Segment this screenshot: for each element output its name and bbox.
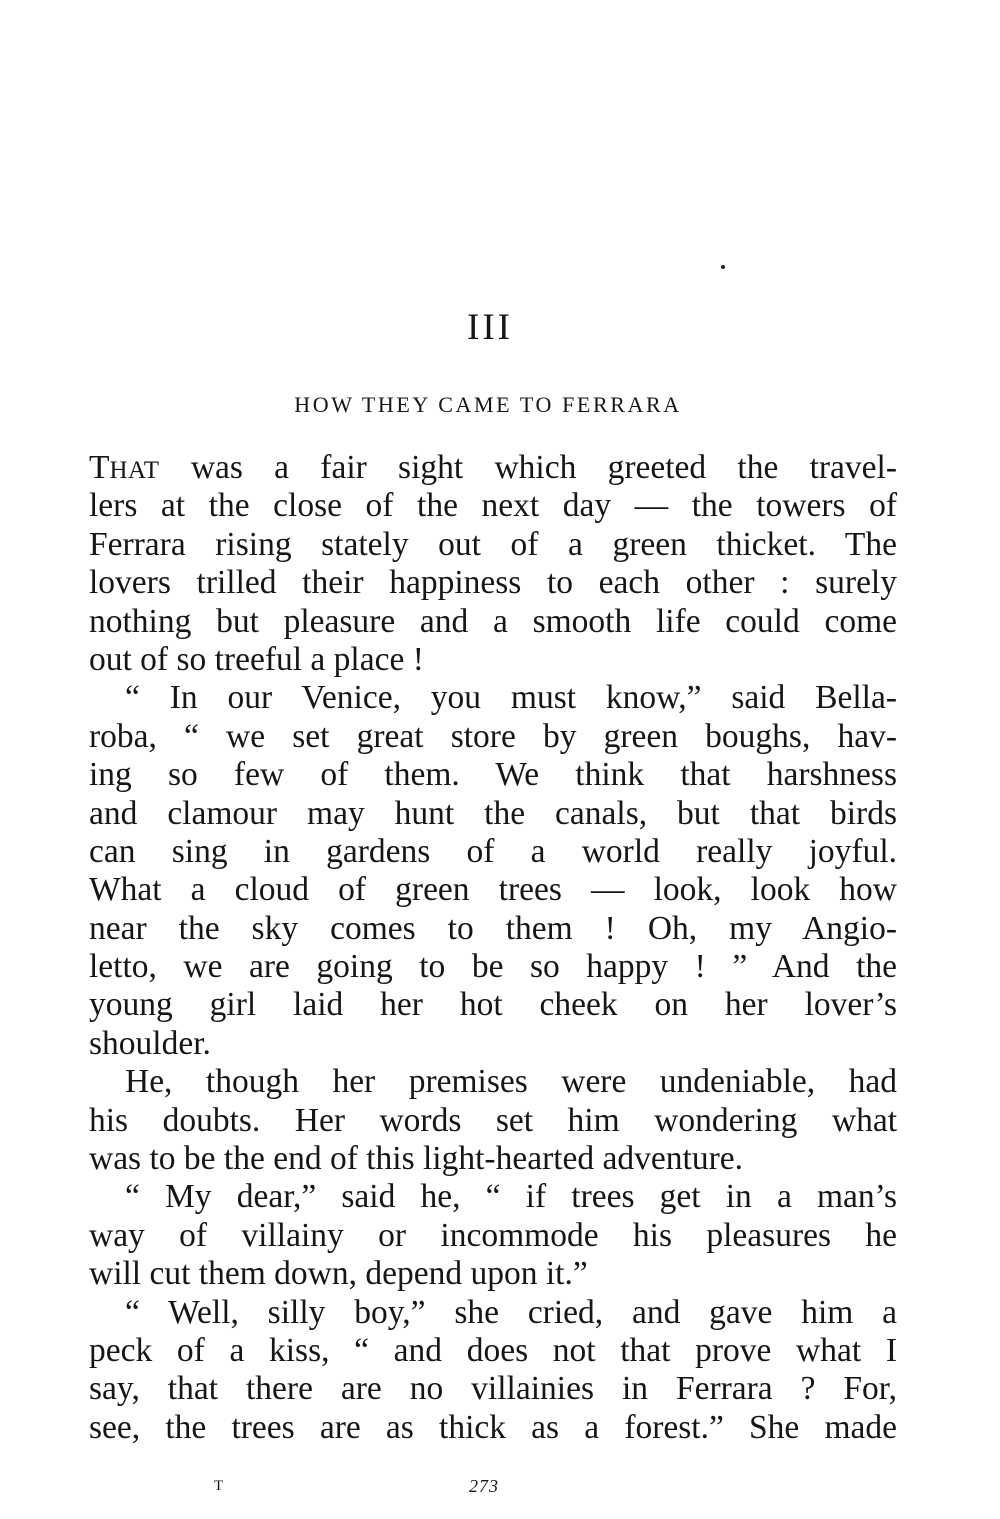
text-line: peck of a kiss, “ and does not that prove what I (89, 1331, 897, 1369)
text-line: see, the trees are as thick as a forest.” She made (89, 1408, 897, 1446)
text-line: way of villainy or incommode his pleasures he (89, 1216, 897, 1254)
text-line: and clamour may hunt the canals, but that birds (89, 794, 897, 832)
text-line: say, that there are no villainies in Ferrara ? For, (89, 1370, 897, 1408)
text-line: shoulder. (89, 1024, 211, 1062)
text-line: lers at the close of the next day — the towers of (89, 487, 897, 525)
text-line: letto, we are going to be so happy ! ” And the (89, 948, 897, 986)
page-number: 273 (469, 1476, 499, 1496)
text-line: “ Well, silly boy,” she cried, and gave him a (125, 1293, 897, 1331)
text-line: What a cloud of green trees — look, look how (89, 871, 897, 909)
signature-mark: T (214, 1478, 225, 1494)
text-line: was to be the end of this light-hearted adventure. (89, 1140, 743, 1178)
text-line: lovers trilled their happiness to each other : surely (89, 564, 897, 602)
text-line: “ My dear,” said he, “ if trees get in a man’s (125, 1178, 897, 1216)
text-line: can sing in gardens of a world really joyful. (89, 832, 897, 870)
opening-small-caps: HAT (109, 457, 160, 484)
text-line: near the sky comes to them ! Oh, my Angio- (89, 909, 897, 947)
text-line: out of so treeful a place ! (89, 640, 424, 678)
text-line-1 (89, 449, 897, 487)
text-line: Ferrara rising stately out of a green thicket. The (89, 525, 897, 563)
text-line: “ In our Venice, you must know,” said Bella- (125, 679, 897, 717)
text-line: young girl laid her hot cheek on her lover’s (89, 986, 897, 1024)
chapter-title: HOW THEY CAME TO FERRARA (294, 392, 682, 417)
stray-ink-dot (721, 265, 725, 269)
chapter-number: III (467, 307, 513, 348)
text-line: his doubts. Her words set him wondering what (89, 1101, 897, 1139)
text-line: He, though her premises were undeniable, had (125, 1063, 897, 1101)
text-line: nothing but pleasure and a smooth life could come (89, 602, 897, 640)
opening-first-letter: T (89, 449, 110, 486)
opening-line-rest: was a fair sight which greeted the travel- (159, 449, 897, 486)
text-line: roba, “ we set great store by green boughs, hav- (89, 717, 897, 755)
text-line: ing so few of them. We think that harshness (89, 756, 897, 794)
body-text (89, 449, 897, 1447)
text-line: will cut them down, depend upon it.” (89, 1255, 588, 1293)
